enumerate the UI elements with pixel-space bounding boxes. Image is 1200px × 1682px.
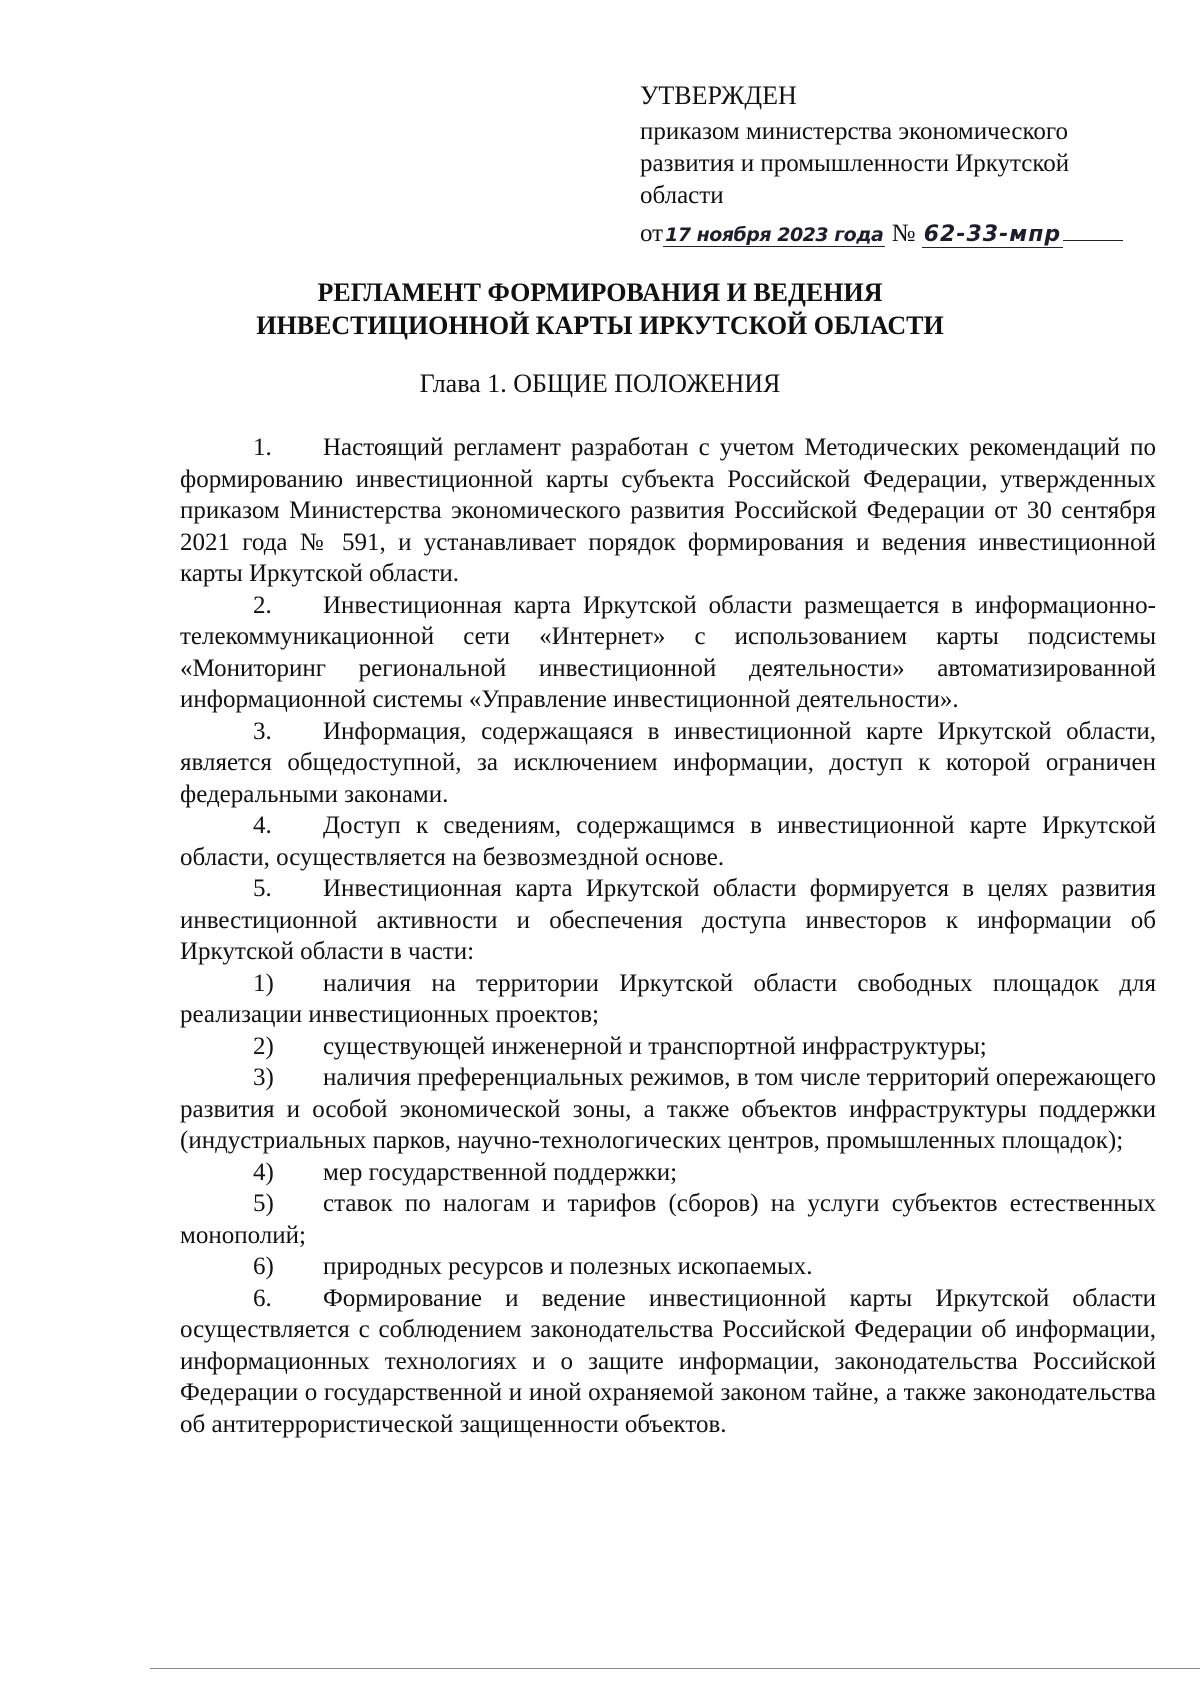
list-item-text: мер государственной поддержки;	[323, 1158, 678, 1186]
approval-line: области	[640, 182, 724, 209]
paragraph-number: 2.	[253, 591, 272, 619]
list-item-number: 6)	[253, 1253, 274, 1280]
paragraph	[180, 716, 1156, 811]
paragraph	[180, 810, 1156, 873]
paragraph	[180, 1283, 1156, 1441]
list-item-text: существующей инженерной и транспортной инфраструктуры;	[323, 1032, 987, 1060]
chapter-heading: Глава 1. ОБЩИЕ ПОЛОЖЕНИЯ	[419, 369, 781, 398]
handwritten-date: 17 ноября 2023 года	[665, 224, 884, 246]
paragraph-number: 5.	[253, 875, 272, 902]
list-item-text: наличия на территории Иркутской области свободных площадок для реализации инвестиционных проектов;	[180, 969, 1156, 1028]
paragraph-number: 6.	[253, 1284, 272, 1312]
list-item-number: 1)	[253, 969, 274, 997]
list-item-text: ставок по налогам и тарифов (сборов) на услуги субъектов естественных монополий;	[180, 1190, 1156, 1249]
list-item-text: наличия преференциальных режимов, в том числе территорий опережающего развития и особой экономической зоны, а также объектов инфраструктуры поддержки (индустриальных парков, научно-технологических центров, промышленных площадок);	[180, 1064, 1156, 1154]
list-item-number: 5)	[253, 1190, 274, 1217]
paragraph-text: Инвестиционная карта Иркутской области формируется в целях развития инвестиционной активности и обеспечения доступа инвесторов к информации об Иркутской области в части:	[180, 875, 1156, 965]
underline-fill	[1063, 240, 1123, 241]
footer-divider	[150, 1668, 1200, 1669]
paragraph-text: Информация, содержащаяся в инвестиционной карте Иркутской области, является общедоступной, за исключением информации, доступ к которой ограничен федеральными законами.	[180, 717, 1156, 808]
paragraph-text: Настоящий регламент разработан с учетом Методических рекомендаций по формированию инвестиционной карты субъекта Российской Федерации, утвержденных приказом Министерства экономического развития Российской Федерации от 30 сентября 2021 года № 591, и устанавливает порядок формирования и ведения инвестиционной карты Иркутской области.	[180, 434, 1156, 587]
approval-date-line	[640, 218, 1160, 251]
list-item	[180, 1188, 1156, 1251]
title-line: РЕГЛАМЕНТ ФОРМИРОВАНИЯ И ВЕДЕНИЯ	[317, 278, 883, 307]
paragraph-text: Инвестиционная карта Иркутской области размещается в информационно-телекоммуникационной сети «Интернет» с использованием карты подсистемы «Мониторинг региональной инвестиционной деятельности» автоматизированной информационной системы «Управление инвестиционной деятельности».	[180, 591, 1156, 713]
number-prefix: №	[891, 220, 916, 247]
title-line: ИНВЕСТИЦИОННОЙ КАРТЫ ИРКУТСКОЙ ОБЛАСТИ	[256, 311, 944, 340]
paragraph	[180, 590, 1156, 716]
list-item-text: природных ресурсов и полезных ископаемых.	[323, 1253, 813, 1280]
list-item	[180, 1251, 1156, 1283]
list-item	[180, 1031, 1156, 1063]
handwritten-number: 62-33-мпр	[923, 222, 1062, 247]
date-prefix: от	[640, 220, 664, 247]
list-item-number: 2)	[253, 1032, 274, 1060]
approval-stamp	[640, 80, 1160, 251]
list-item	[180, 1062, 1156, 1157]
paragraph-number: 3.	[253, 717, 272, 745]
document-body	[180, 432, 1156, 1440]
paragraph-text: Формирование и ведение инвестиционной карты Иркутской области осуществляется с соблюдением законодательства Российской Федерации об информации, информационных технологиях и о защите информации, законодательства Российской Федерации о государственной и иной охраняемой законом тайне, а также законодательства об антитеррористической защищенности объектов.	[180, 1284, 1156, 1438]
document-title	[150, 276, 1050, 342]
list-item-number: 3)	[253, 1064, 274, 1091]
paragraph-number: 4.	[253, 812, 272, 839]
paragraph-text: Доступ к сведениям, содержащимся в инвестиционной карте Иркутской области, осуществляется на безвозмездной основе.	[180, 812, 1156, 871]
approval-line: приказом министерства экономического	[640, 118, 1068, 145]
list-item-number: 4)	[253, 1158, 274, 1186]
list-item	[180, 968, 1156, 1031]
approval-heading: УТВЕРЖДЕН	[640, 81, 797, 110]
approval-line: развития и промышленности Иркутской	[640, 150, 1070, 177]
paragraph-number: 1.	[253, 434, 272, 461]
list-item	[180, 1157, 1156, 1189]
paragraph	[180, 873, 1156, 968]
paragraph	[180, 432, 1156, 590]
